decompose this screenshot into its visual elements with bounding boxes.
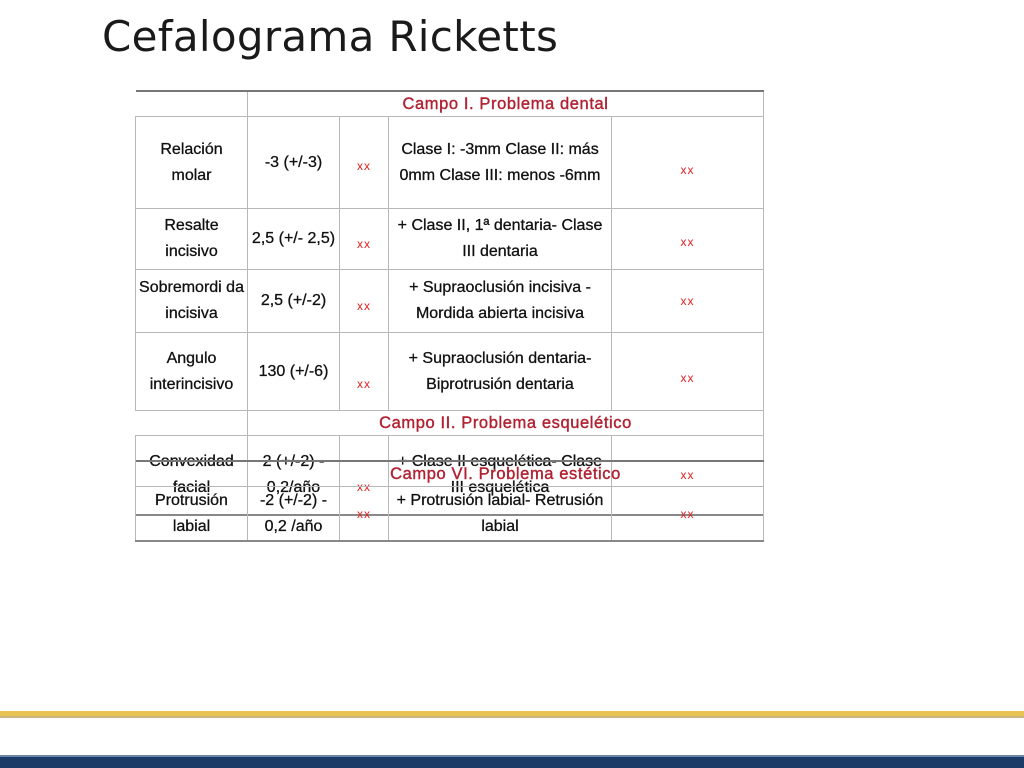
section-header-row (136, 91, 764, 117)
footer-navy-stripe (0, 755, 1024, 768)
placeholder-mark: xx (612, 117, 764, 209)
measure-label: Resalte incisivo (136, 209, 248, 270)
section-header-row (136, 461, 764, 487)
table-row (136, 117, 764, 209)
table-row (136, 209, 764, 270)
measure-norm: -2 (+/-2) - 0,2 /año (248, 487, 340, 542)
placeholder-mark: xx (612, 487, 764, 542)
measure-label: Angulo interincisivo (136, 333, 248, 411)
section-header-row (136, 411, 764, 436)
section-heading-skeletal: Campo II. Problema esquelético (248, 411, 764, 436)
slide-title: Cefalograma Ricketts (102, 12, 559, 61)
placeholder-mark: xx (612, 270, 764, 333)
measure-norm: 2 (+/-2) - 0,2/año (248, 436, 340, 516)
section-spacer (136, 91, 248, 117)
measure-interpretation: + Protrusión labial- Retrusión labial (389, 487, 612, 542)
section-heading-dental: Campo I. Problema dental (248, 91, 764, 117)
measure-interpretation: + Supraoclusión dentaria- Biprotrusión dentaria (389, 333, 612, 411)
section-heading-aesthetic: Campo VI. Problema estético (248, 461, 764, 487)
placeholder-mark: xx (340, 333, 389, 411)
measure-label: Sobremordi da incisiva (136, 270, 248, 333)
section-spacer (136, 461, 248, 487)
placeholder-mark: xx (340, 270, 389, 333)
measure-interpretation: + Clase II esquelética- Clase III esquelética (389, 436, 612, 516)
measure-norm: 130 (+/-6) (248, 333, 340, 411)
placeholder-mark: xx (340, 209, 389, 270)
placeholder-mark: xx (612, 436, 764, 516)
placeholder-mark: xx (612, 333, 764, 411)
placeholder-mark: xx (612, 209, 764, 270)
footer-gold-underline (0, 716, 1024, 718)
measure-norm: -3 (+/-3) (248, 117, 340, 209)
section-spacer (136, 411, 248, 436)
placeholder-mark: xx (340, 436, 389, 516)
placeholder-mark: xx (340, 487, 389, 542)
measure-label: Protrusión labial (136, 487, 248, 542)
cephalogram-table-aesthetic (135, 460, 764, 542)
measure-label: Relación molar (136, 117, 248, 209)
measure-interpretation: + Supraoclusión incisiva - Mordida abierta incisiva (389, 270, 612, 333)
table-row (136, 270, 764, 333)
table-row (136, 487, 764, 542)
placeholder-mark: xx (340, 117, 389, 209)
measure-interpretation: + Clase II, 1ª dentaria- Clase III dentaria (389, 209, 612, 270)
table-row (136, 333, 764, 411)
cephalogram-table-dental-skeletal (135, 90, 764, 516)
measure-norm: 2,5 (+/-2) (248, 270, 340, 333)
measure-label: Convexidad facial (136, 436, 248, 516)
measure-norm: 2,5 (+/- 2,5) (248, 209, 340, 270)
measure-interpretation: Clase I: -3mm Clase II: más 0mm Clase III: menos -6mm (389, 117, 612, 209)
